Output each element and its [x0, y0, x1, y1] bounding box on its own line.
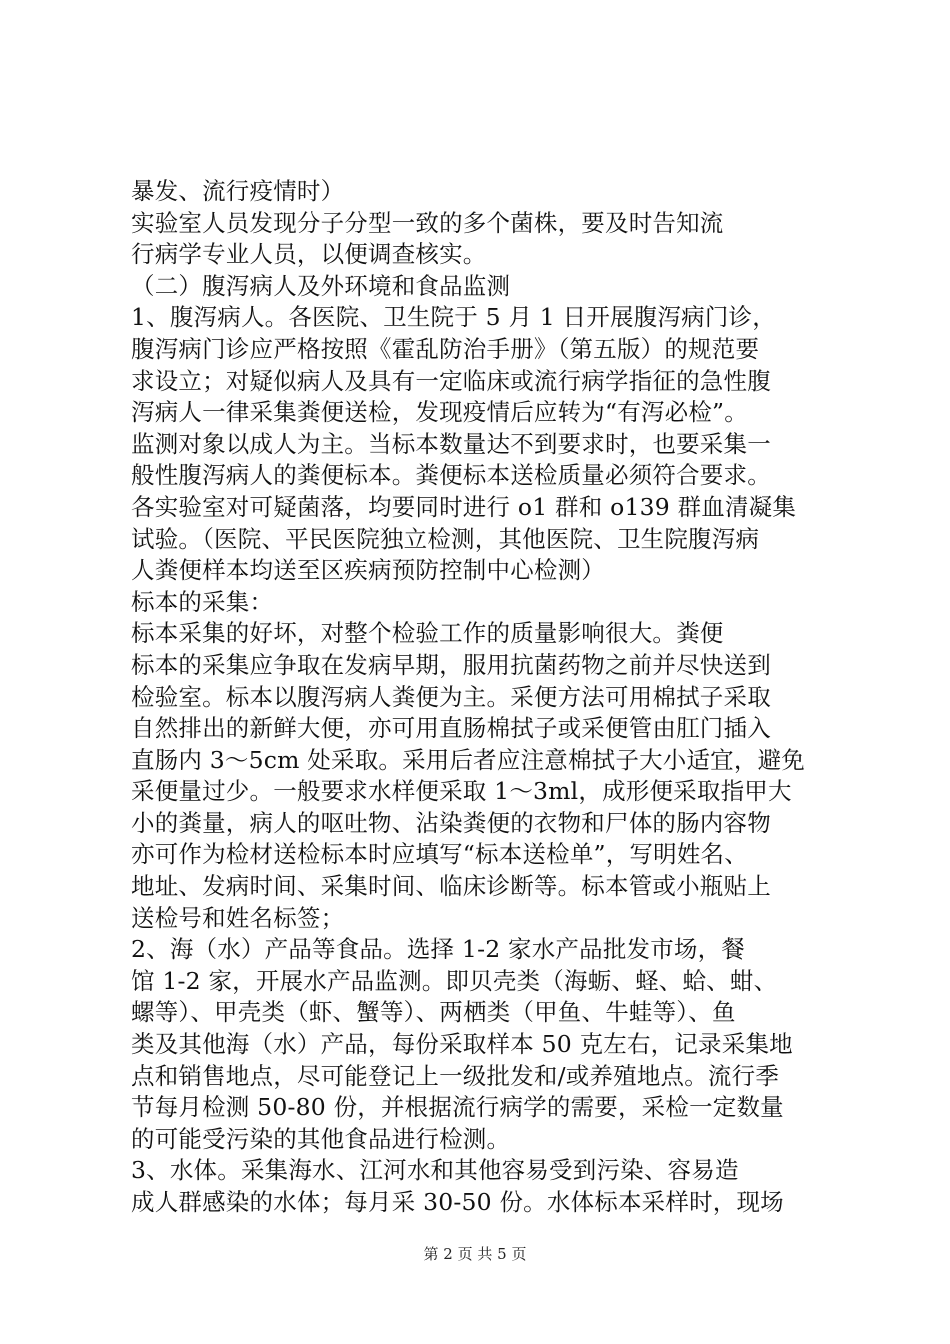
subheading: 标本的采集： [131, 587, 274, 616]
text-line: 采便量过少。一般要求水样便采取 1～3ml，成形便采取指甲大 [131, 777, 792, 806]
text-line: 各实验室对可疑菌落，均要同时进行 o1 群和 o139 群血清凝集 [131, 492, 797, 521]
section-heading: （二）腹泻病人及外环境和食品监测 [131, 271, 511, 300]
text-line: 地址、发病时间、采集时间、临床诊断等。标本管或小瓶贴上 [131, 872, 771, 901]
text-line: 的可能受污染的其他食品进行检测。 [131, 1124, 511, 1153]
text-line: 求设立；对疑似病人及具有一定临床或流行病学指征的急性腹 [131, 366, 771, 395]
text-line: 馆 1-2 家，开展水产品监测。即贝壳类（海蛎、蛏、蛤、蚶、 [131, 966, 778, 995]
text-line: 1、腹泻病人。各医院、卫生院于 5 月 1 日开展腹泻病门诊， [131, 303, 776, 332]
text-line: 点和销售地点，尽可能登记上一级批发和/或养殖地点。流行季 [131, 1061, 780, 1090]
text-line: 亦可作为检材送检标本时应填写“标本送检单”，写明姓名、 [131, 840, 748, 869]
text-line: 实验室人员发现分子分型一致的多个菌株，要及时告知流 [131, 208, 724, 237]
text-line: 小的粪量，病人的呕吐物、沾染粪便的衣物和尸体的肠内容物 [131, 808, 771, 837]
text-line: 行病学专业人员，以便调查核实。 [131, 240, 487, 269]
text-line: 标本采集的好坏，对整个检验工作的质量影响很大。粪便 [131, 619, 724, 648]
text-line: 暴发、流行疫情时） [131, 177, 345, 205]
page-number-footer: 第 2 页 共 5 页 [423, 1245, 527, 1263]
text-line: 腹泻病门诊应严格按照《霍乱防治手册》（第五版）的规范要 [131, 334, 760, 363]
text-line: 自然排出的新鲜大便，亦可用直肠棉拭子或采便管由肛门插入 [131, 714, 771, 743]
text-line: 3、水体。采集海水、江河水和其他容易受到污染、容易造 [131, 1156, 739, 1185]
text-line: 泻病人一律采集粪便送检，发现疫情后应转为“有泻必检”。 [131, 398, 748, 427]
text-line: 送检号和姓名标签； [131, 903, 345, 932]
text-line: 成人群感染的水体；每月采 30-50 份。水体标本采样时，现场 [131, 1188, 784, 1216]
text-line: 人粪便样本均送至区疾病预防控制中心检测） [131, 556, 605, 585]
document-body [131, 176, 841, 1219]
text-line: 2、海（水）产品等食品。选择 1-2 家水产品批发市场，餐 [131, 935, 746, 964]
text-line: 试验。（医院、平民医院独立检测，其他医院、卫生院腹泻病 [131, 524, 760, 553]
text-line: 类及其他海（水）产品，每份采取样本 50 克左右，记录采集地 [131, 1030, 793, 1059]
text-line: 直肠内 3～5cm 处采取。采用后者应注意棉拭子大小适宜，避免 [131, 745, 805, 774]
text-line: 监测对象以成人为主。当标本数量达不到要求时，也要采集一 [131, 429, 771, 458]
text-line: 检验室。标本以腹泻病人粪便为主。采便方法可用棉拭子采取 [131, 682, 771, 711]
text-line: 节每月检测 50-80 份，并根据流行病学的需要，采检一定数量 [131, 1093, 784, 1122]
text-line: 般性腹泻病人的粪便标本。粪便标本送检质量必须符合要求。 [131, 461, 771, 490]
text-line: 螺等）、甲壳类（虾、蟹等）、两栖类（甲鱼、牛蛙等）、鱼 [131, 998, 736, 1027]
text-line: 标本的采集应争取在发病早期，服用抗菌药物之前并尽快送到 [131, 650, 771, 679]
